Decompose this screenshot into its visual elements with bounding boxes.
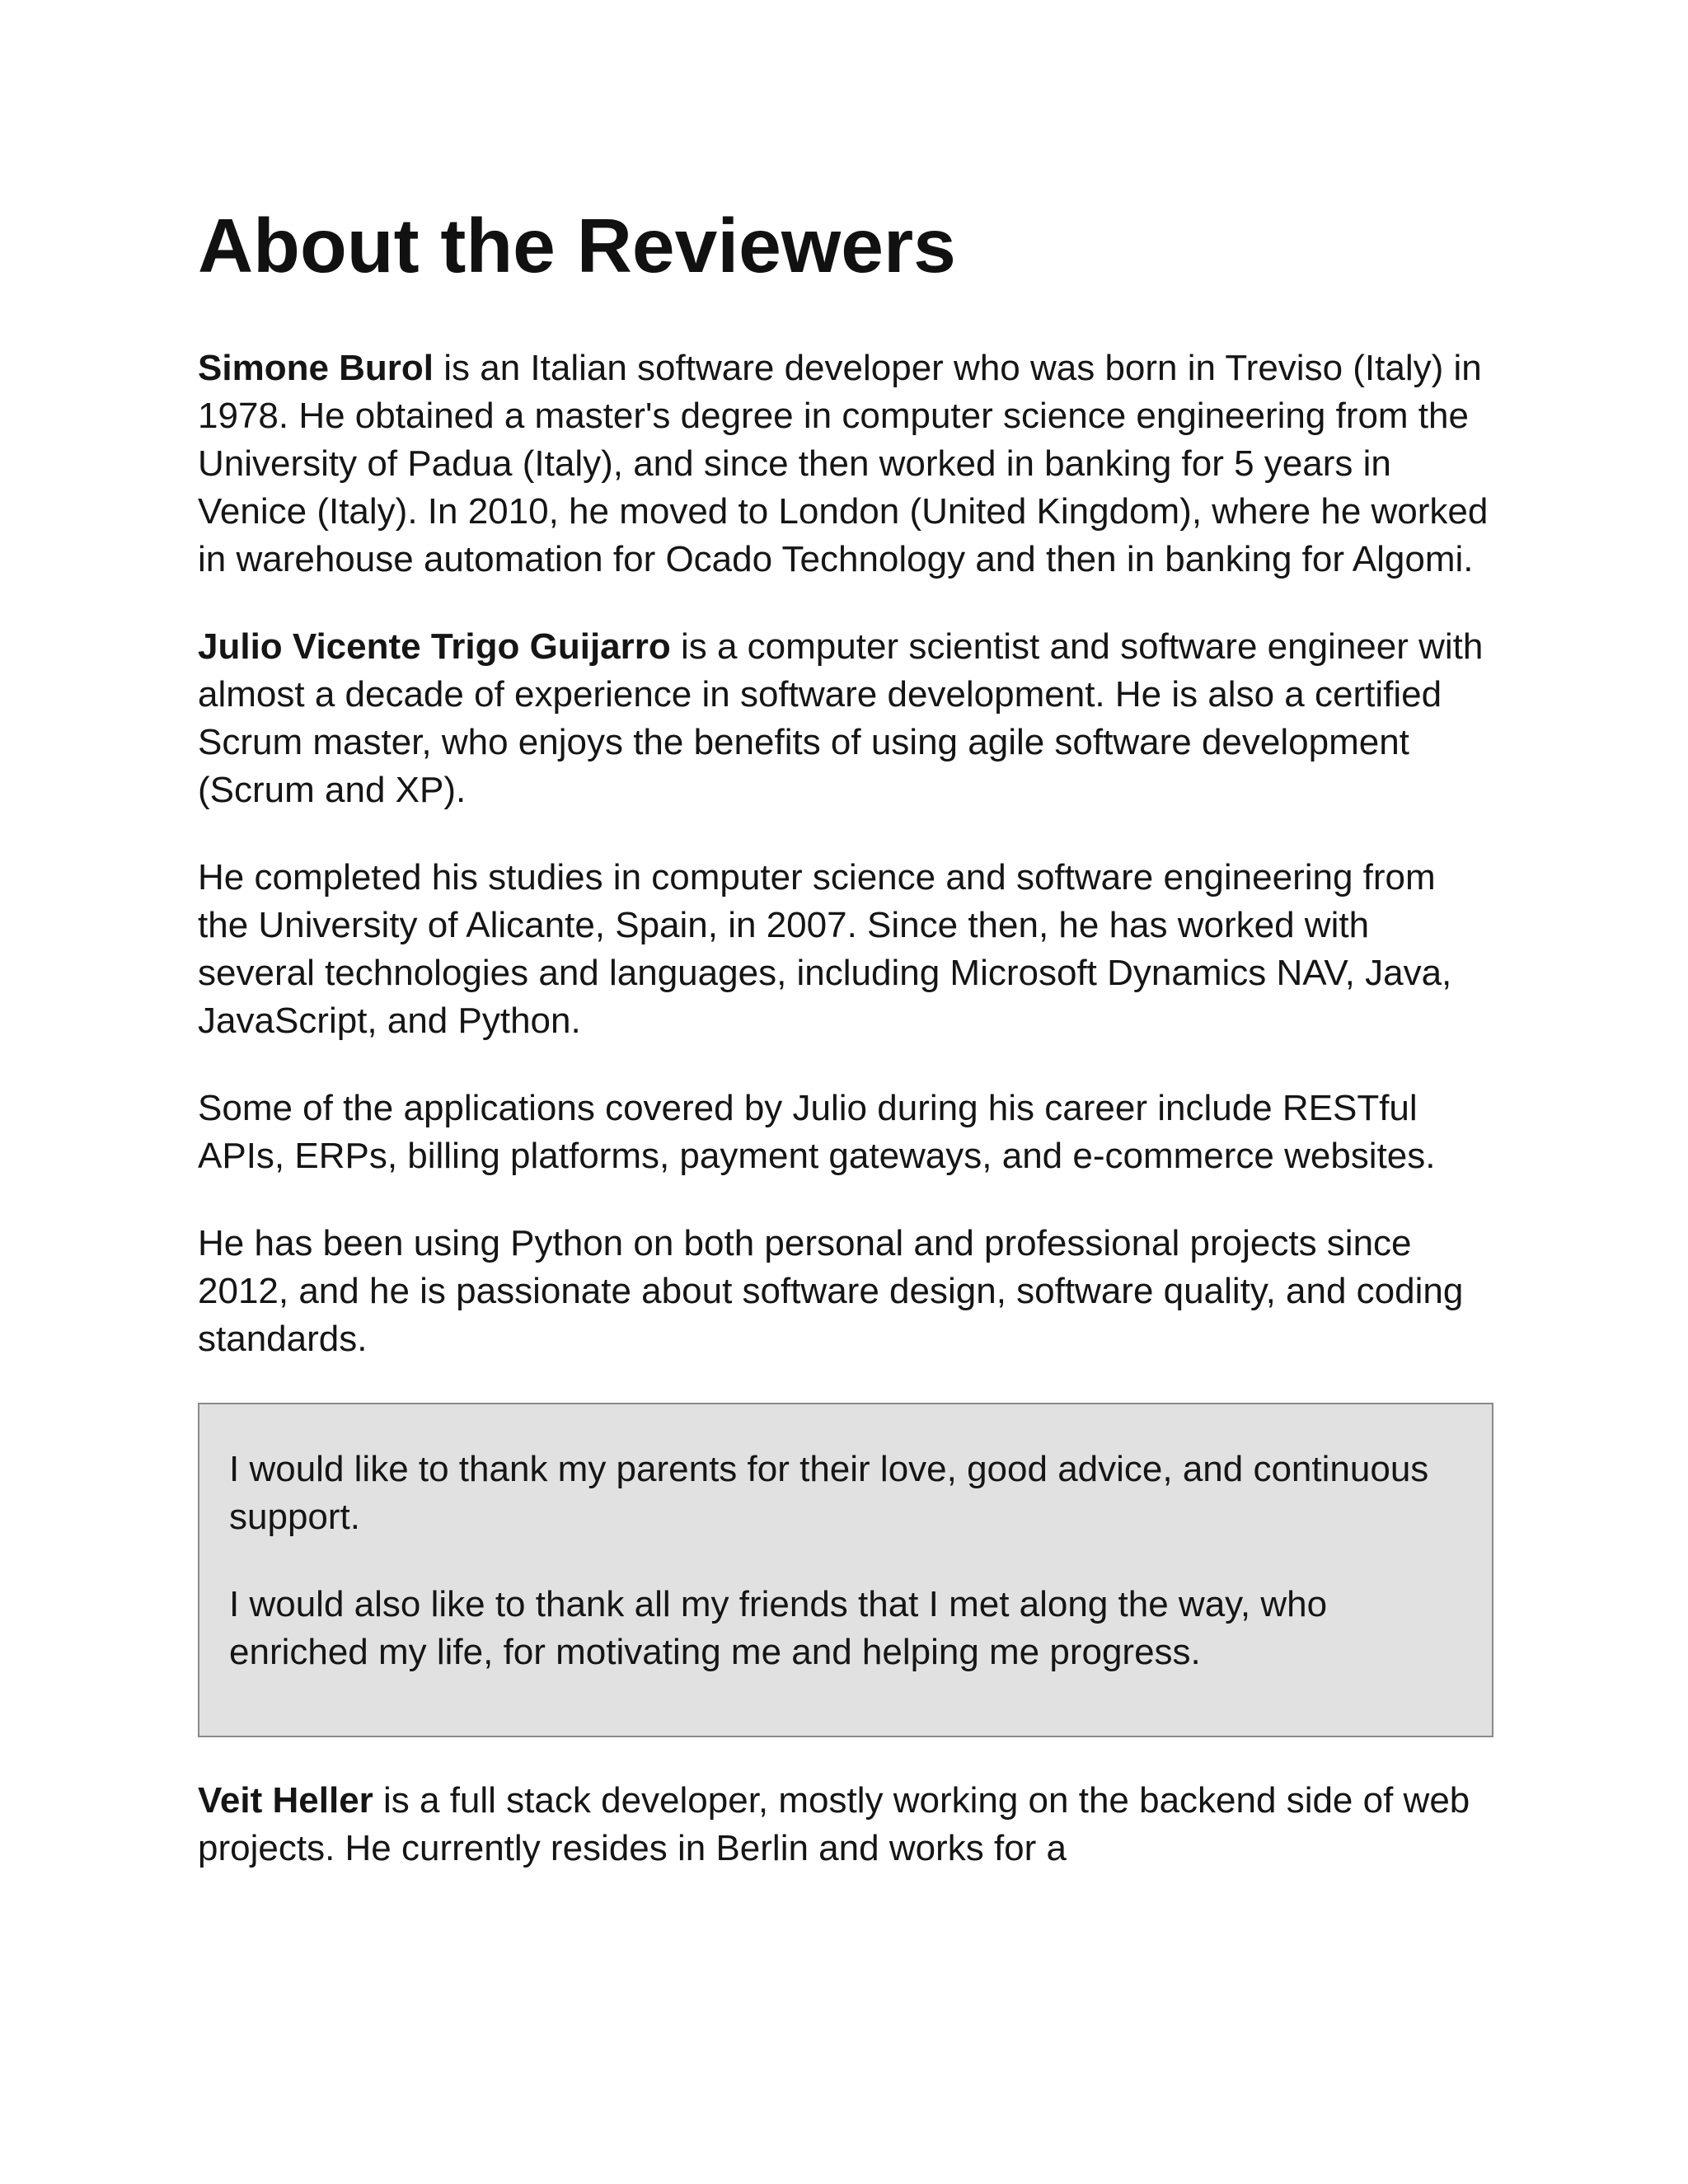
- reviewers-content: [198, 344, 1493, 1912]
- reviewer-bio-julio: is a computer scientist and software engineer with almost a decade of experience in software development. He is also a certified Scrum master, who enjoys the benefits of using agile software development (Scrum and XP).: [198, 626, 1484, 810]
- reviewer-name-simone: Simone Burol: [198, 348, 434, 388]
- reviewer-name-julio: Julio Vicente Trigo Guijarro: [198, 626, 671, 667]
- page-title: About the Reviewers: [198, 203, 956, 288]
- acknowledgement-paragraph-2: I would also like to thank all my friends that I met along the way, who enriched my life, for motivating me and helping me progress.: [229, 1584, 1328, 1672]
- julio-studies-paragraph: He completed his studies in computer science and software engineering from the University of Alicante, Spain, in 2007. Since then, he has worked with several technologies and languages, including Microsoft Dynamics NAV, Java, JavaScript, and Python.: [198, 857, 1452, 1041]
- acknowledgement-paragraph-1: I would like to thank my parents for their love, good advice, and continuous support.: [229, 1449, 1429, 1537]
- reviewer-name-veit: Veit Heller: [198, 1780, 373, 1821]
- julio-python-paragraph: He has been using Python on both personal and professional projects since 2012, and he is passionate about software design, software quality, and coding standards.: [198, 1223, 1464, 1359]
- reviewer-bio-veit: is a full stack developer, mostly working on the backend side of web projects. He currently resides in Berlin and works for a: [198, 1780, 1470, 1868]
- reviewer-simone-paragraph: [198, 344, 1493, 583]
- reviewer-julio-paragraph: [198, 623, 1493, 814]
- acknowledgement-callout: [198, 1403, 1493, 1737]
- reviewer-bio-simone: is an Italian software developer who was born in Treviso (Italy) in 1978. He obtained a master's degree in computer science engineering from the University of Padua (Italy), and since then worked in banking for 5 years in Venice (Italy). In 2010, he moved to London (United Kingdom), where he worked in warehouse automation for Ocado Technology and then in banking for Algomi.: [198, 348, 1489, 579]
- reviewer-veit-paragraph: [198, 1777, 1493, 1872]
- julio-applications-paragraph: Some of the applications covered by Julio during his career include RESTful APIs, ERPs, billing platforms, payment gateways, and e-commerce websites.: [198, 1088, 1436, 1176]
